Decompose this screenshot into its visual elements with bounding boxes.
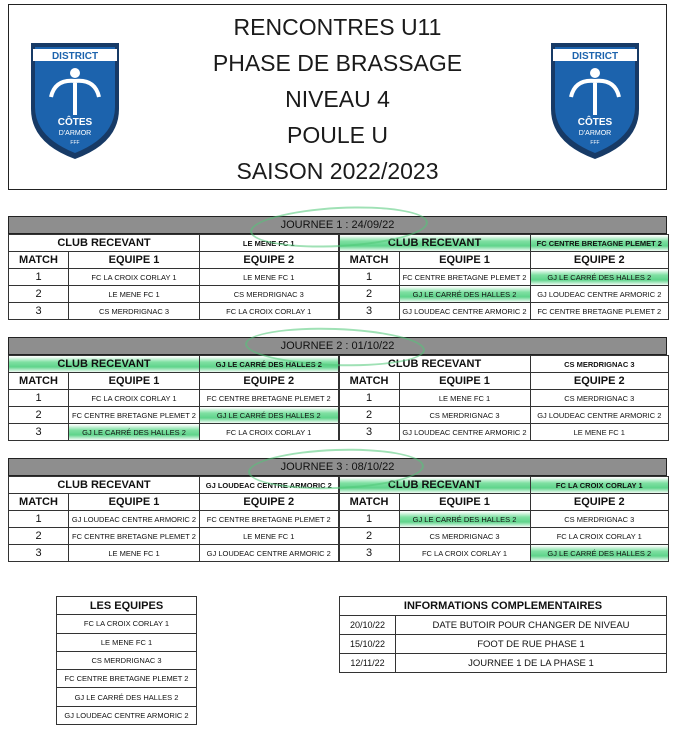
team1-cell: FC LA CROIX CORLAY 1: [69, 390, 200, 407]
team2-cell: FC LA CROIX CORLAY 1: [200, 303, 339, 320]
team1-cell: GJ LE CARRÉ DES HALLES 2: [69, 424, 200, 441]
match-number: 2: [339, 528, 399, 545]
table-row: [9, 528, 339, 545]
team1-cell: FC LA CROIX CORLAY 1: [399, 545, 530, 562]
list-item: GJ LOUDEAC CENTRE ARMORIC 2: [57, 706, 197, 724]
list-item: FC LA CROIX CORLAY 1: [57, 615, 197, 633]
team2-cell: FC CENTRE BRETAGNE PLEMET 2: [200, 511, 339, 528]
team1-cell: LE MENE FC 1: [69, 286, 200, 303]
match-header: MATCH: [339, 373, 399, 390]
match-number: 3: [339, 303, 399, 320]
table-row: [339, 269, 669, 286]
match-number: 2: [9, 407, 69, 424]
infos-table: [339, 596, 667, 673]
match-number: 1: [9, 511, 69, 528]
district-logo-right: [545, 39, 645, 161]
team1-cell: LE MENE FC 1: [69, 545, 200, 562]
journee-3-title: JOURNEE 3 : 08/10/22: [8, 458, 667, 476]
team1-cell: CS MERDRIGNAC 3: [69, 303, 200, 320]
info-text: DATE BUTOIR POUR CHANGER DE NIVEAU: [396, 616, 667, 635]
team1-cell: FC LA CROIX CORLAY 1: [69, 269, 200, 286]
equipe1-header: EQUIPE 1: [69, 373, 200, 390]
team2-cell: GJ LOUDEAC CENTRE ARMORIC 2: [200, 545, 339, 562]
journee-1-right-table: [339, 234, 670, 320]
list-item: LE MENE FC 1: [57, 633, 197, 651]
team2-cell: LE MENE FC 1: [530, 424, 669, 441]
team2-cell: GJ LE CARRÉ DES HALLES 2: [200, 407, 339, 424]
match-number: 1: [339, 269, 399, 286]
table-row: [340, 616, 667, 635]
team1-cell: CS MERDRIGNAC 3: [399, 528, 530, 545]
team1-cell: FC CENTRE BRETAGNE PLEMET 2: [69, 407, 200, 424]
match-number: 1: [339, 390, 399, 407]
club-recevant-team: LE MENE FC 1: [200, 235, 339, 252]
info-text: FOOT DE RUE PHASE 1: [396, 635, 667, 654]
team1-cell: GJ LE CARRÉ DES HALLES 2: [399, 286, 530, 303]
match-number: 3: [9, 424, 69, 441]
equipe2-header: EQUIPE 2: [530, 252, 669, 269]
table-row: [339, 390, 669, 407]
match-number: 2: [339, 407, 399, 424]
info-date: 15/10/22: [340, 635, 396, 654]
logo-district-text: DISTRICT: [571, 51, 619, 62]
journee-2-left-table: [8, 355, 339, 441]
journee-2-title: JOURNEE 2 : 01/10/22: [8, 337, 667, 355]
match-number: 1: [9, 390, 69, 407]
equipe1-header: EQUIPE 1: [69, 494, 200, 511]
team2-cell: FC LA CROIX CORLAY 1: [530, 528, 669, 545]
team1-cell: GJ LOUDEAC CENTRE ARMORIC 2: [69, 511, 200, 528]
table-row: [339, 303, 669, 320]
equipe2-header: EQUIPE 2: [200, 373, 339, 390]
club-recevant-label: CLUB RECEVANT: [9, 356, 200, 373]
match-number: 1: [9, 269, 69, 286]
club-recevant-team: GJ LE CARRÉ DES HALLES 2: [200, 356, 339, 373]
equipes-title: LES EQUIPES: [57, 597, 197, 615]
team2-cell: GJ LOUDEAC CENTRE ARMORIC 2: [530, 286, 669, 303]
title-line-3: NIVEAU 4: [285, 86, 390, 112]
logo-cotes-text: CÔTES: [57, 117, 93, 128]
team2-cell: GJ LOUDEAC CENTRE ARMORIC 2: [530, 407, 669, 424]
match-number: 3: [339, 545, 399, 562]
table-row: [339, 407, 669, 424]
match-number: 3: [9, 303, 69, 320]
table-row: [9, 407, 339, 424]
table-row: [9, 424, 339, 441]
team2-cell: GJ LE CARRÉ DES HALLES 2: [530, 269, 669, 286]
journee-1-title: JOURNEE 1 : 24/09/22: [8, 216, 667, 234]
team2-cell: FC CENTRE BRETAGNE PLEMET 2: [530, 303, 669, 320]
list-item: FC CENTRE BRETAGNE PLEMET 2: [57, 670, 197, 688]
equipe2-header: EQUIPE 2: [530, 494, 669, 511]
team1-cell: LE MENE FC 1: [399, 390, 530, 407]
equipe2-header: EQUIPE 2: [200, 494, 339, 511]
equipe1-header: EQUIPE 1: [69, 252, 200, 269]
team1-cell: GJ LOUDEAC CENTRE ARMORIC 2: [399, 424, 530, 441]
club-recevant-team: FC CENTRE BRETAGNE PLEMET 2: [530, 235, 669, 252]
table-row: [9, 390, 339, 407]
infos-title: INFORMATIONS COMPLEMENTAIRES: [340, 597, 667, 616]
list-item: GJ LE CARRÉ DES HALLES 2: [57, 688, 197, 706]
title-line-2: PHASE DE BRASSAGE: [212, 50, 463, 76]
table-row: [339, 424, 669, 441]
match-number: 3: [339, 424, 399, 441]
match-number: 3: [9, 545, 69, 562]
match-number: 2: [339, 286, 399, 303]
team2-cell: GJ LE CARRÉ DES HALLES 2: [530, 545, 669, 562]
match-header: MATCH: [9, 373, 69, 390]
journee-3-left-table: [8, 476, 339, 562]
team1-cell: FC CENTRE BRETAGNE PLEMET 2: [69, 528, 200, 545]
header-box: [8, 4, 667, 190]
info-date: 20/10/22: [340, 616, 396, 635]
club-recevant-label: CLUB RECEVANT: [339, 356, 530, 373]
table-row: [339, 511, 669, 528]
table-row: [9, 303, 339, 320]
team2-cell: LE MENE FC 1: [200, 269, 339, 286]
equipe2-header: EQUIPE 2: [200, 252, 339, 269]
table-row: [340, 635, 667, 654]
match-header: MATCH: [9, 494, 69, 511]
club-recevant-label: CLUB RECEVANT: [9, 235, 200, 252]
logo-fff-text: FFF: [70, 140, 80, 146]
match-number: 2: [9, 528, 69, 545]
journee-3-block: [8, 458, 667, 562]
table-row: [9, 545, 339, 562]
equipe1-header: EQUIPE 1: [399, 373, 530, 390]
club-recevant-team: CS MERDRIGNAC 3: [530, 356, 669, 373]
logo-fff-text: FFF: [590, 140, 600, 146]
journee-2-block: [8, 337, 667, 441]
match-header: MATCH: [339, 252, 399, 269]
team2-cell: LE MENE FC 1: [200, 528, 339, 545]
journee-1-block: [8, 216, 667, 320]
match-number: 2: [9, 286, 69, 303]
club-recevant-label: CLUB RECEVANT: [339, 235, 530, 252]
team1-cell: CS MERDRIGNAC 3: [399, 407, 530, 424]
journee-1-left-table: [8, 234, 339, 320]
info-date: 12/11/22: [340, 654, 396, 673]
equipe1-header: EQUIPE 1: [399, 252, 530, 269]
logo-armor-text: D'ARMOR: [578, 130, 612, 137]
table-row: [9, 511, 339, 528]
team2-cell: CS MERDRIGNAC 3: [200, 286, 339, 303]
club-recevant-team: GJ LOUDEAC CENTRE ARMORIC 2: [200, 477, 339, 494]
equipe1-header: EQUIPE 1: [399, 494, 530, 511]
list-item: CS MERDRIGNAC 3: [57, 651, 197, 669]
match-header: MATCH: [339, 494, 399, 511]
team2-cell: FC CENTRE BRETAGNE PLEMET 2: [200, 390, 339, 407]
equipe2-header: EQUIPE 2: [530, 373, 669, 390]
team2-cell: CS MERDRIGNAC 3: [530, 511, 669, 528]
equipes-table: [56, 596, 197, 725]
table-row: [340, 654, 667, 673]
club-recevant-label: CLUB RECEVANT: [339, 477, 530, 494]
club-recevant-team: FC LA CROIX CORLAY 1: [530, 477, 669, 494]
journee-3-right-table: [339, 476, 670, 562]
match-number: 1: [339, 511, 399, 528]
table-row: [339, 545, 669, 562]
logo-district-text: DISTRICT: [51, 51, 99, 62]
team1-cell: GJ LOUDEAC CENTRE ARMORIC 2: [399, 303, 530, 320]
title-line-4: POULE U: [287, 122, 388, 148]
info-text: JOURNEE 1 DE LA PHASE 1: [396, 654, 667, 673]
table-row: [339, 528, 669, 545]
table-row: [9, 269, 339, 286]
team1-cell: FC CENTRE BRETAGNE PLEMET 2: [399, 269, 530, 286]
team1-cell: GJ LE CARRÉ DES HALLES 2: [399, 511, 530, 528]
title-line-1: RENCONTRES U11: [233, 14, 442, 40]
team2-cell: FC LA CROIX CORLAY 1: [200, 424, 339, 441]
journee-2-right-table: [339, 355, 670, 441]
logo-armor-text: D'ARMOR: [58, 130, 92, 137]
logo-cotes-text: CÔTES: [577, 117, 613, 128]
team2-cell: CS MERDRIGNAC 3: [530, 390, 669, 407]
table-row: [9, 286, 339, 303]
match-header: MATCH: [9, 252, 69, 269]
club-recevant-label: CLUB RECEVANT: [9, 477, 200, 494]
title-line-5: SAISON 2022/2023: [236, 158, 439, 184]
table-row: [339, 286, 669, 303]
